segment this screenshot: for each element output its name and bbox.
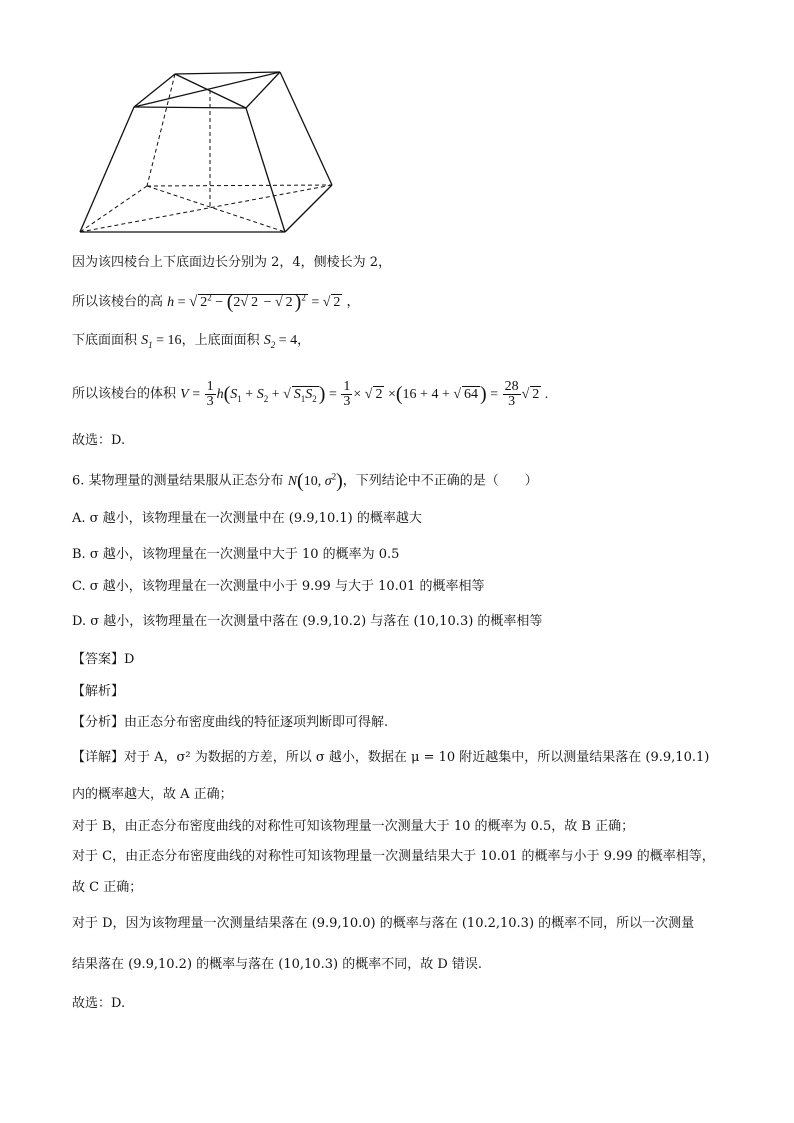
frustum-top-edge-front xyxy=(134,107,246,108)
volume-prefix: 所以该棱台的体积 xyxy=(72,386,177,402)
detail-line-4: 对于 C，由正态分布密度曲线的对称性可知该物理量一次测量结果大于 10.01 的概率与小于 9.99 的概率相等， xyxy=(72,849,715,864)
frustum-base-edge-right xyxy=(285,185,332,232)
detail-line-1: 【详解】对于 A，σ² 为数据的方差，所以 σ 越小，数据在 μ = 10 附近越集中，所以测量结果落在 (9.9,10.1) xyxy=(72,750,710,765)
area-prefix-lower: 下底面面积 xyxy=(72,333,138,348)
question-6-stem-text: 6. 某物理量的测量结果服从正态分布 xyxy=(72,473,284,489)
frustum-hidden-base-diagonal-2 xyxy=(80,185,332,232)
area-prefix-upper: ，上底面面积 xyxy=(181,333,260,348)
text-line-volume xyxy=(72,380,548,409)
option-c: C. σ 越小，该物理量在一次测量中小于 9.99 与大于 10.01 的概率相等 xyxy=(72,579,485,594)
frustum-top-edge-right xyxy=(246,72,280,108)
frustum-hidden-base-back xyxy=(147,185,332,186)
frustum-top-edge-back xyxy=(175,72,280,74)
frustum-hidden-base-diagonal-1 xyxy=(147,186,285,232)
frustum-lateral-edge-left xyxy=(80,107,134,232)
option-b: B. σ 越小，该物理量在一次测量中大于 10 的概率为 0.5 xyxy=(72,547,400,562)
area-upper-formula: $S_2 = 4$ xyxy=(263,333,298,350)
frustum-figure xyxy=(72,62,342,240)
height-prefix: 所以该棱台的高 xyxy=(72,294,164,310)
option-d: D. σ 越小，该物理量在一次测量中落在 (9.9,10.2) 与落在 (10,10.3) 的概率相等 xyxy=(72,614,543,629)
text-line-1: 因为该四棱台上下底面边长分别为 2，4，侧棱长为 2， xyxy=(72,255,392,270)
height-formula: h = √ $2^2 - (2√$ 2 − √ 2 )$^2$ = √ 2 xyxy=(167,290,341,313)
option-a: A. σ 越小，该物理量在一次测量中在 (9.9,10.1) 的概率越大 xyxy=(72,511,422,526)
question-6-stem xyxy=(72,467,538,491)
detail-line-2: 内的概率越大，故 A 正确； xyxy=(72,787,233,802)
text-line-height: 所以该棱台的高 h = √ $2^2 - (2√$ 2 − √ 2 )$^2$ = √ 2 ， xyxy=(72,290,360,313)
detail-line-6: 对于 D，因为该物理量一次测量结果落在 (9.9,10.0) 的概率与落在 (10.2,10.3) 的概率不同，所以一次测量 xyxy=(72,916,695,931)
detail-line-3: 对于 B，由正态分布密度曲线的对称性可知该物理量一次测量大于 10 的概率为 0.5，故 B 正确； xyxy=(72,819,635,834)
frustum-lateral-edge-front-right xyxy=(246,108,285,232)
frustum-lateral-edge-right xyxy=(280,72,332,185)
text-line-choice: 故选：D. xyxy=(72,433,126,448)
text-line-area: 下底面面积 $S_1 = 16$，上底面面积 $S_2 = 4$， xyxy=(72,333,311,350)
question-6-stem-suffix: ，下列结论中不正确的是（ ） xyxy=(342,473,538,489)
analysis-summary: 【分析】由正态分布密度曲线的特征逐项判断即可得解. xyxy=(72,715,389,730)
detail-line-5: 故 C 正确； xyxy=(72,880,143,895)
detail-line-7: 结果落在 (9.9,10.2) 的概率与落在 (10,10.3) 的概率不同，故 D 错误. xyxy=(72,957,483,972)
normal-dist-formula: N(10, $\sigma^2$) xyxy=(287,469,343,492)
answer-line: 【答案】D xyxy=(72,652,135,667)
volume-formula: V = $\frac{1}{3}$ $h(S_1 + S_2$ + √ $S_1S_2$ ) = $\frac{1}{3}$ × √ 2 ×(16 + 4 + √ 64 ) = $\frac{28}{3}$ √ 2 . xyxy=(180,379,549,409)
analysis-heading: 【解析】 xyxy=(72,684,125,699)
final-choice: 故选：D. xyxy=(72,996,126,1011)
area-lower-formula: $S_1 = 16$ xyxy=(141,333,182,350)
frustum-hidden-edge xyxy=(147,74,175,186)
